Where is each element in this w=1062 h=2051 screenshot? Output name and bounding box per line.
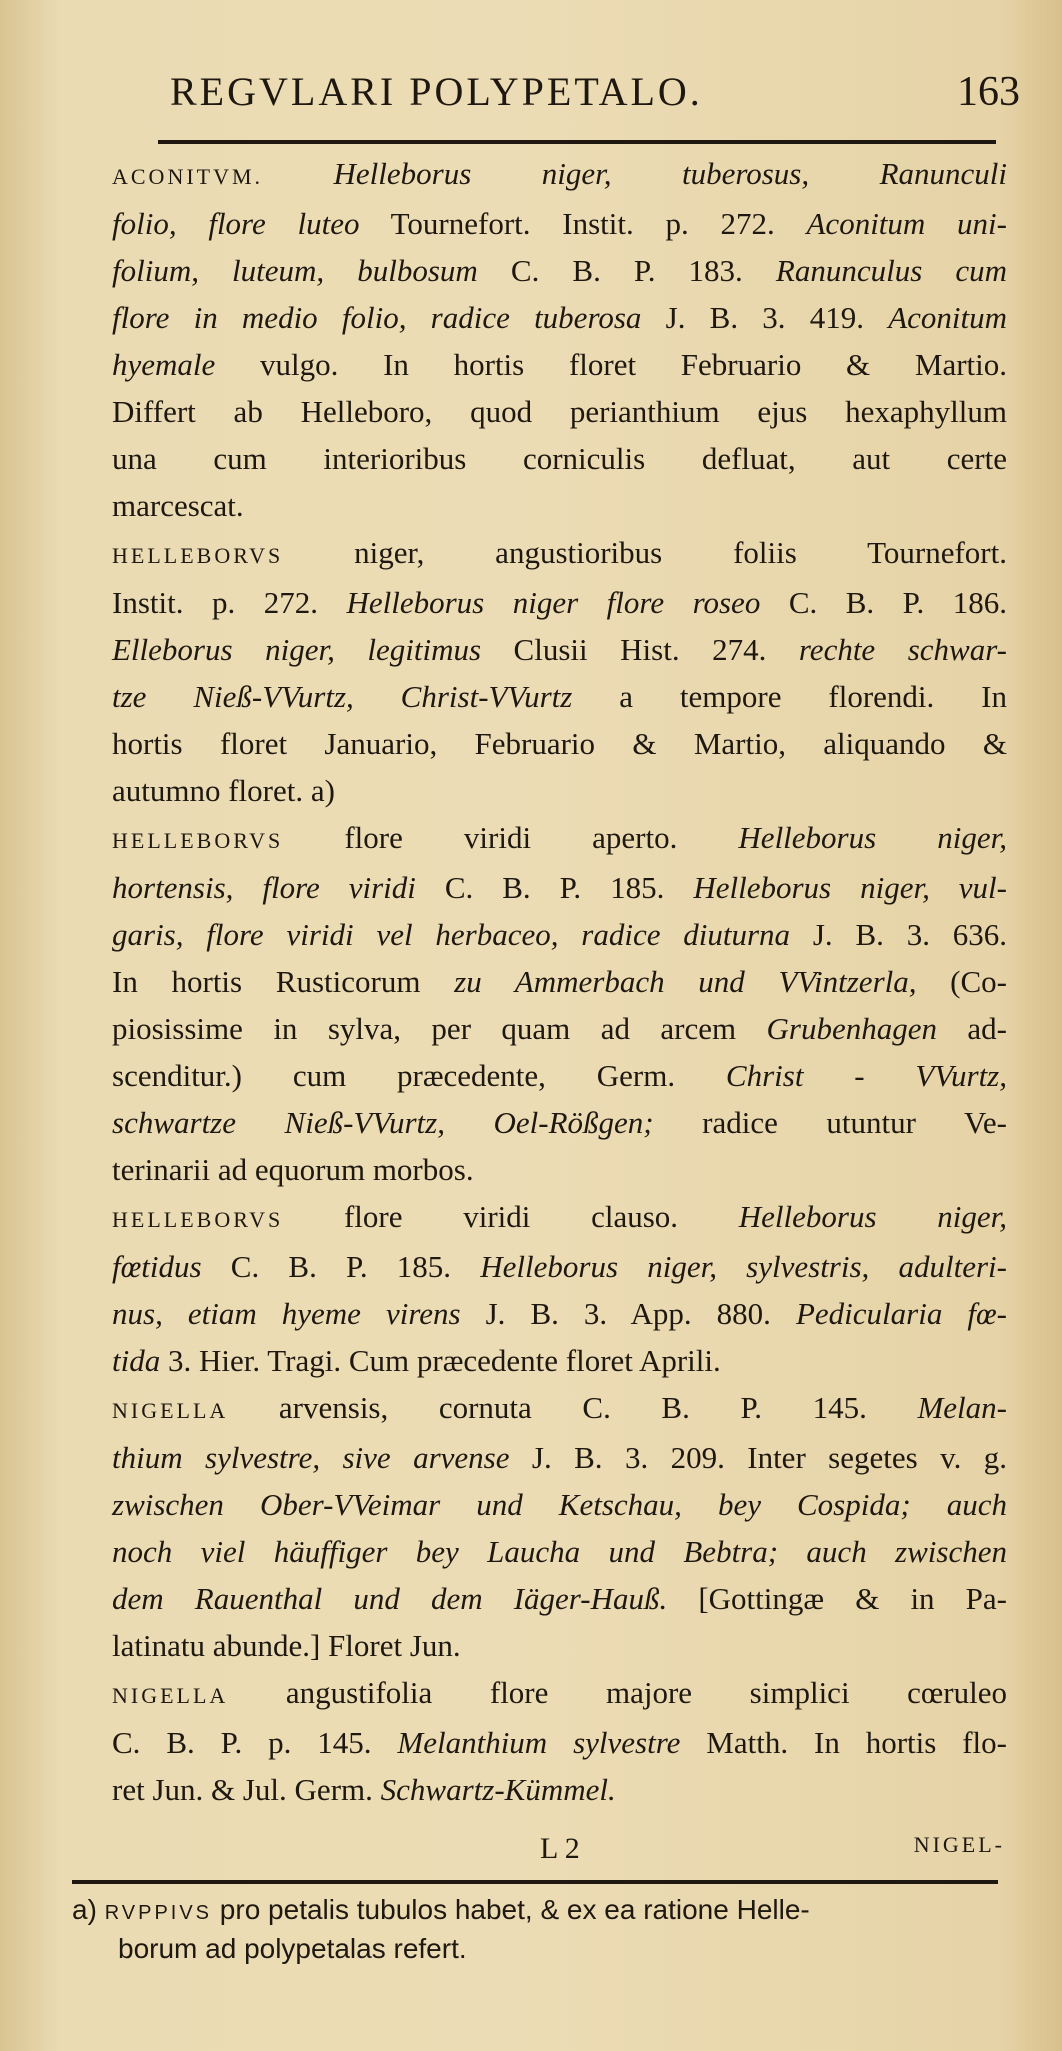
page-number: 163 [957, 69, 1020, 115]
text-line: latinatu abunde.] Floret Jun. [112, 1628, 461, 1663]
text-line: Differt ab Helleboro, quod perianthium ejus hexaphyllum [112, 394, 1007, 429]
footnote-rule [72, 1880, 998, 1884]
signature-line [540, 1832, 1005, 1874]
text-line: NIGELLA arvensis, cornuta C. B. P. 145. Melan- [112, 1390, 1007, 1425]
text-line: fœtidus C. B. P. 185. Helleborus niger, sylvestris, adulteri- [112, 1249, 1007, 1284]
footnote [72, 1892, 1002, 1967]
running-header [170, 68, 1020, 128]
text-line: autumno floret. a) [112, 773, 335, 808]
text-line: garis, flore viridi vel herbaceo, radice diuturna J. B. 3. 636. [112, 917, 1007, 952]
text-line: una cum interioribus corniculis defluat, aut certe [112, 441, 1007, 476]
footnote-line-1: a) RVPPIVS pro petalis tubulos habet, & ex ea ratione Helle- [72, 1894, 810, 1925]
entry-nigella-angustifolia [112, 1669, 1007, 1813]
text-line: piosissime in sylva, per quam ad arcem Grubenhagen ad- [112, 1011, 1007, 1046]
text-line: flore in medio folio, radice tuberosa J. B. 3. 419. Aconitum [112, 300, 1007, 335]
header-rule [158, 140, 996, 144]
text-line: folio, flore luteo Tournefort. Instit. p. 272. Aconitum uni- [112, 206, 1007, 241]
entry-helleborus-clauso [112, 1193, 1007, 1384]
text-line: hortis floret Januario, Februario & Martio, aliquando & [112, 726, 1007, 761]
text-line: Elleborus niger, legitimus Clusii Hist. 274. rechte schwar- [112, 632, 1007, 667]
text-line: HELLEBORVS flore viridi aperto. Helleborus niger, [112, 820, 1007, 855]
main-text [112, 150, 1007, 1813]
text-line: ACONITVM. Helleborus niger, tuberosus, Ranunculi [112, 156, 1008, 191]
text-line: ret Jun. & Jul. Germ. Schwartz-Kümmel. [112, 1772, 616, 1807]
footnote-line-2: borum ad polypetalas refert. [118, 1933, 467, 1964]
text-line: noch viel häuffiger bey Laucha und Bebtra; auch zwischen [112, 1534, 1007, 1569]
text-line: tida 3. Hier. Tragi. Cum præcedente floret Aprili. [112, 1343, 721, 1378]
text-line: scenditur.) cum præcedente, Germ. Christ - VVurtz, [112, 1058, 1007, 1093]
text-line: HELLEBORVS niger, angustioribus foliis Tournefort. [112, 535, 1007, 570]
text-line: terinarii ad equorum morbos. [112, 1152, 474, 1187]
text-line: NIGELLA angustifolia flore majore simplici cœruleo [112, 1675, 1007, 1710]
text-line: dem Rauenthal und dem Iäger-Hauß. [Gottingæ & in Pa- [112, 1581, 1008, 1616]
signature-mark: L 2 [540, 1832, 580, 1865]
text-line: Instit. p. 272. Helleborus niger flore roseo C. B. P. 186. [112, 585, 1007, 620]
text-line: thium sylvestre, sive arvense J. B. 3. 209. Inter segetes v. g. [112, 1440, 1007, 1475]
entry-helleborus-niger [112, 529, 1007, 814]
entry-nigella-arvensis [112, 1384, 1007, 1669]
entry-helleborus-aperto [112, 814, 1007, 1193]
text-line: schwartze Nieß-VVurtz, Oel-Rößgen; radice utuntur Ve- [112, 1105, 1007, 1140]
text-line: folium, luteum, bulbosum C. B. P. 183. Ranunculus cum [112, 253, 1007, 288]
text-line: nus, etiam hyeme virens J. B. 3. App. 880. Pedicularia fœ- [112, 1296, 1007, 1331]
running-title: REGVLARI POLYPETALO. [170, 69, 703, 114]
text-line: C. B. P. p. 145. Melanthium sylvestre Matth. In hortis flo- [112, 1725, 1007, 1760]
text-line: HELLEBORVS flore viridi clauso. Helleborus niger, [112, 1199, 1007, 1234]
text-line: zwischen Ober-VVeimar und Ketschau, bey Cospida; auch [112, 1487, 1007, 1522]
catchword: NIGEL- [913, 1832, 1005, 1857]
text-line: hyemale vulgo. In hortis floret Februario & Martio. [112, 347, 1007, 382]
text-line: tze Nieß-VVurtz, Christ-VVurtz a tempore florendi. In [112, 679, 1007, 714]
text-line: In hortis Rusticorum zu Ammerbach und VVintzerla, (Co- [112, 964, 1007, 999]
text-line: marcescat. [112, 488, 244, 523]
entry-aconitum [112, 150, 1007, 529]
text-line: hortensis, flore viridi C. B. P. 185. Helleborus niger, vul- [112, 870, 1007, 905]
